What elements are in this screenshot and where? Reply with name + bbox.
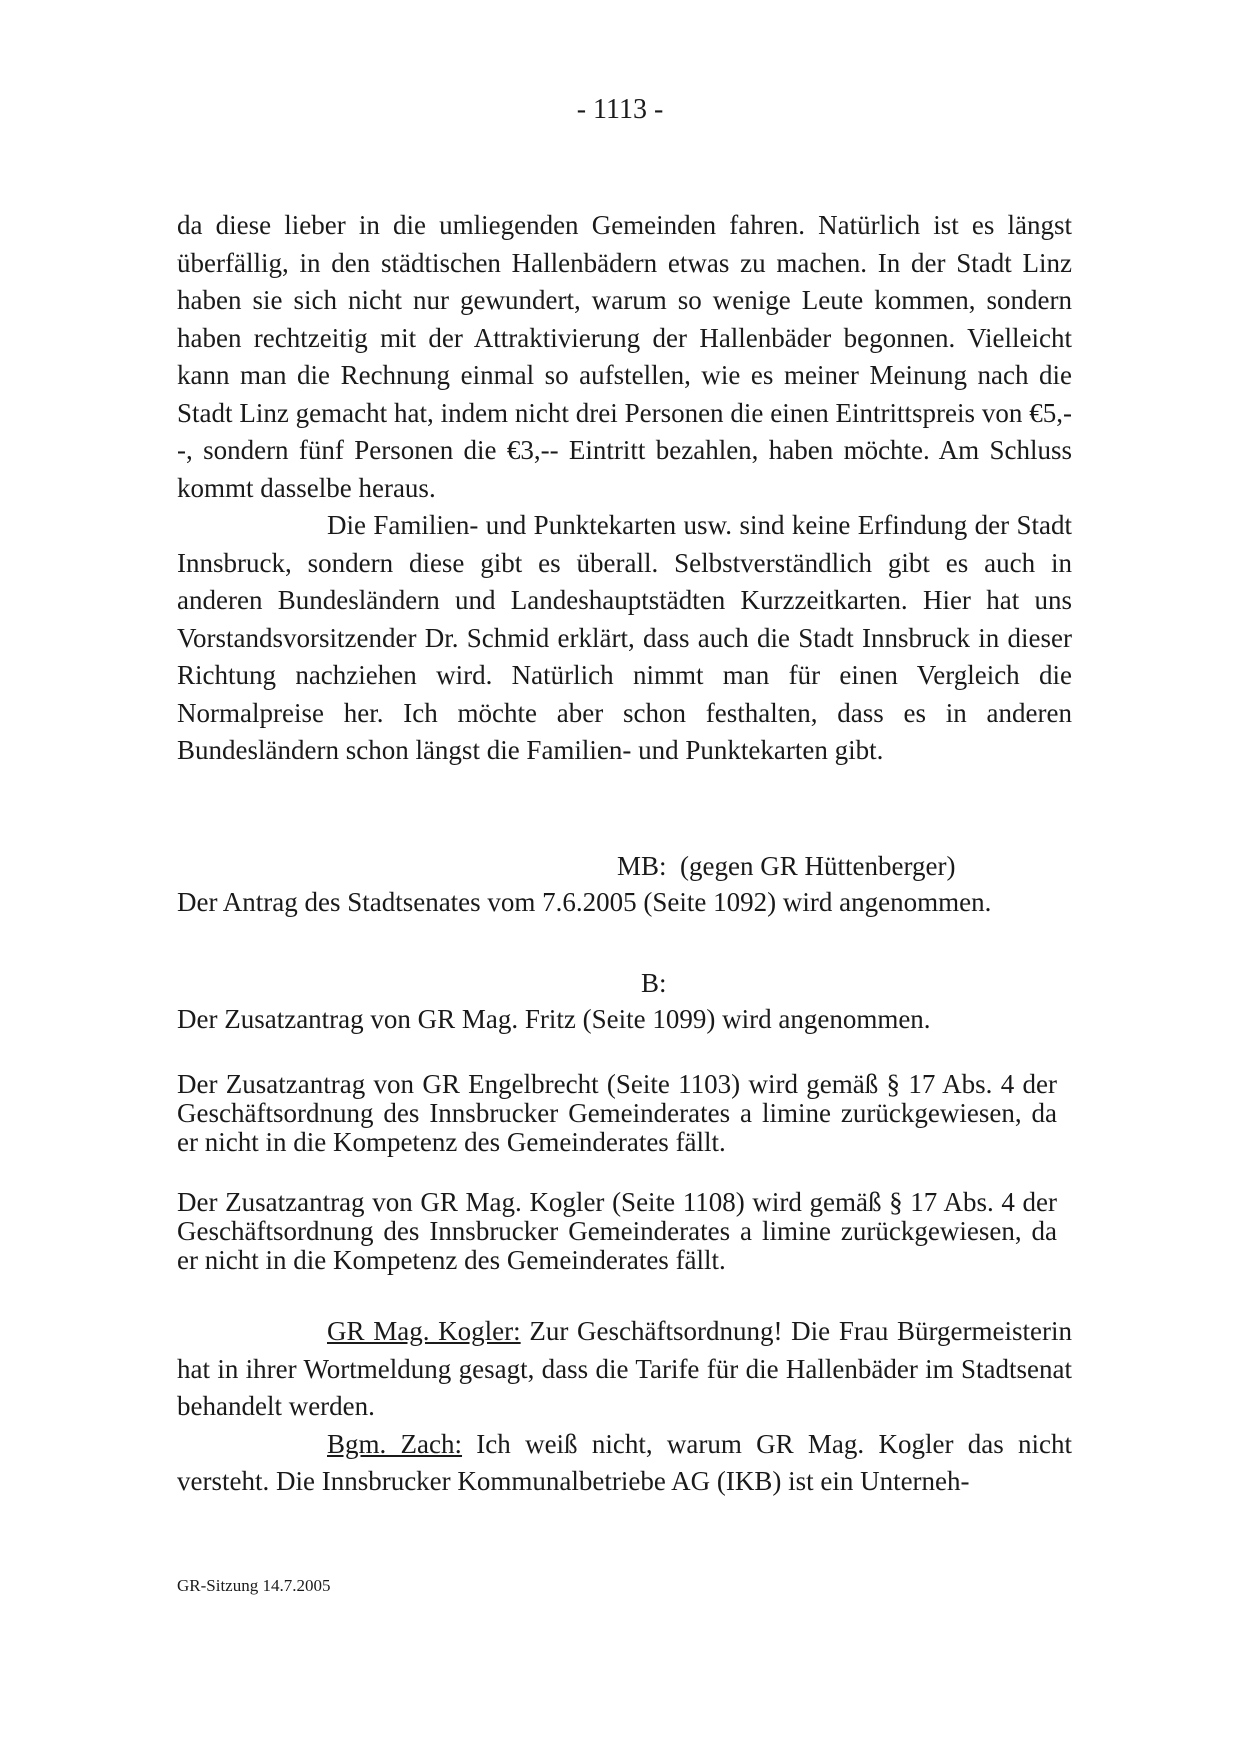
vote-2-text: Der Zusatzantrag von GR Mag. Fritz (Seite 1099) wird angenommen. (177, 1004, 931, 1034)
paragraph-block (177, 207, 1072, 770)
vote-1-label: MB: (617, 851, 667, 881)
page-footer: GR-Sitzung 14.7.2005 (177, 1576, 331, 1595)
paragraph-2: Die Familien- und Punktekarten usw. sind keine Erfindung der Stadt Innsbruck, sondern diese gibt es überall. Selbstverständlich gibt es auch in anderen Bundesländern und Landeshauptstädten Kurzzeitkarten. Hier hat uns Vorstandsvorsitzender Dr. Schmid erklärt, dass auch die Stadt Innsbruck in dieser Richtung nachziehen wird. Natürlich nimmt man für einen Vergleich die Normalpreise her. Ich möchte aber schon festhalten, dass es in anderen Bundesländern schon längst die Familien- und Punktekarten gibt. (177, 510, 1072, 765)
speech-kogler (177, 1313, 1072, 1426)
speech-block (177, 1313, 1072, 1501)
speech-zach-text: Ich weiß nicht, warum GR Mag. Kogler das nicht versteht. Die Innsbrucker Kommunalbetriebe AG (IKB) ist ein Unterneh- (177, 1428, 1072, 1496)
speech-zach (177, 1426, 1072, 1501)
vote-1-text: Der Antrag des Stadtsenates vom 7.6.2005 (Seite 1092) wird angenommen. (177, 887, 992, 917)
paragraph-1: da diese lieber in die umliegenden Gemeinden fahren. Natürlich ist es längst überfällig, in den städtischen Hallenbädern etwas zu machen. In der Stadt Linz haben sie sich nicht nur gewundert, warum so wenige Leute kommen, sondern haben rechtzeitig mit der Attraktivierung der Hallenbäder begonnen. Vielleicht kann man die Rechnung einmal so aufstellen, wie es meiner Meinung nach die Stadt Linz gemacht hat, indem nicht drei Personen die einen Eintrittspreis von €5,--, sondern fünf Personen die €3,-- Eintritt bezahlen, haben möchte. Am Schluss kommt dasselbe heraus. (177, 210, 1072, 503)
vote-2-label: B: (641, 968, 667, 998)
speaker-kogler: GR Mag. Kogler: (327, 1316, 521, 1346)
speaker-zach: Bgm. Zach: (327, 1428, 463, 1459)
page-number: - 1113 - (576, 94, 664, 125)
motion-engelbrecht: Der Zusatzantrag von GR Engelbrecht (Seite 1103) wird gemäß § 17 Abs. 4 der Geschäftsordnung des Innsbrucker Gemeinderates a limine zurückgewiesen, da er nicht in die Kompetenz des Gemeinderates fällt. (177, 1069, 1057, 1157)
vote-1-note: (gegen GR Hüttenberger) (680, 851, 956, 881)
motion-kogler: Der Zusatzantrag von GR Mag. Kogler (Seite 1108) wird gemäß § 17 Abs. 4 der Geschäftsordnung des Innsbrucker Gemeinderates a limine zurückgewiesen, da er nicht in die Kompetenz des Gemeinderates fällt. (177, 1187, 1057, 1275)
speech-kogler-text: Zur Geschäftsordnung! Die Frau Bürgermeisterin hat in ihrer Wortmeldung gesagt, dass die Tarife für die Hallenbäder im Stadtsenat behandelt werden. (177, 1316, 1073, 1421)
vote-1-heading (617, 851, 955, 882)
